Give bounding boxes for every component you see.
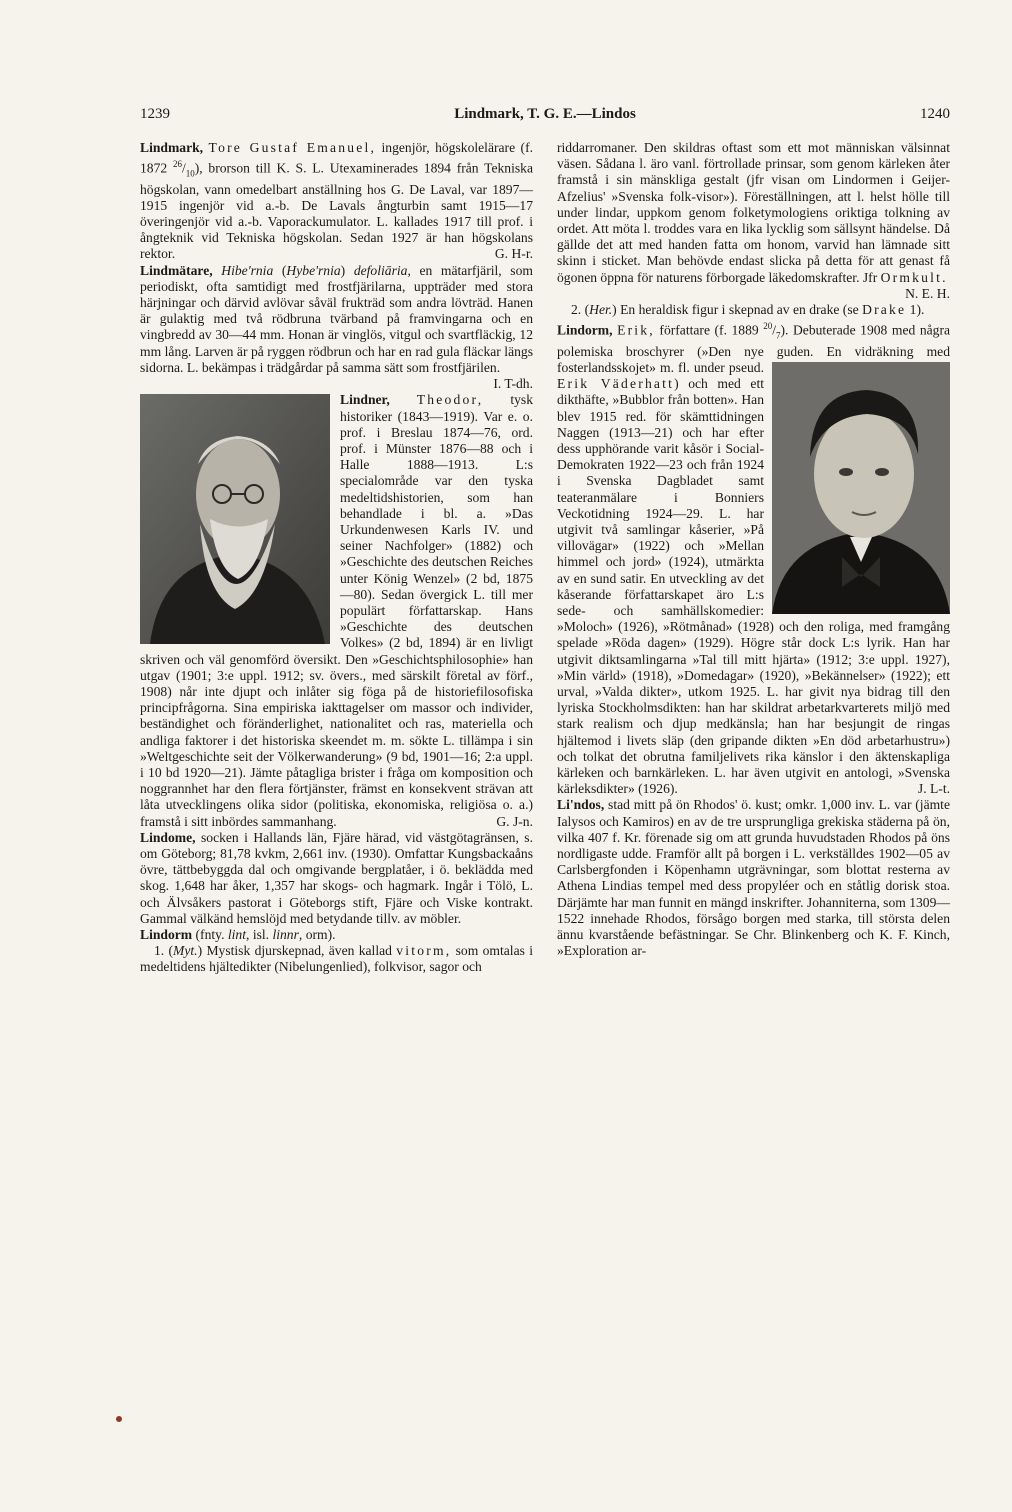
person-name: Theodor,	[416, 392, 484, 408]
cross-reference: Drake	[862, 302, 907, 318]
entry-text: , en mätarfjäril, som periodiskt, ofta samtidigt med frostfjärilarna, uppträder med stora härjningar och därvid avlövar såväl frukträd som andra lövträd. Hanen är gulaktig med två rödbruna tvärband på framvingarna och en vingbredd av 30—44 mm. Honan är vinglös, vitgul och svartfläckig, 12 mm lång. Larven är på ryggen rödbrun och har en rad gula fläckar längs sidorna. L. bekämpas i trädgårdar på samma sätt som frostfjärilen.	[140, 262, 533, 375]
entry-text: ). Debuterade 1908 med några polemiska broschyrer (»Den nye guden. En vidräkning med fosterlandsskojet» m. fl. under pseud.	[557, 322, 951, 375]
etymon: lint	[227, 927, 247, 942]
running-title: Lindmark, T. G. E.—Lindos	[454, 106, 636, 122]
portrait-lindner	[140, 394, 330, 644]
pseudonym: Erik Väderhatt	[557, 376, 675, 392]
latin-name: defoliāria	[353, 262, 408, 278]
entry-text: socken i Hallands län, Fjäre härad, vid västgötagränsen, s. om Göteborg; 81,78 kvkm, 2,661 inv. (1930). Omfattar Kungsbackaåns övre, tättbebyggda dal och omgivande bergplatåer, i ö. beklädda med skog. 1,648 har åker, 1,357 har skogs- och hagmark. Ingår i Tölö, L. och Älvsåkers pastorat i Göteborgs stift, Fjäre och Viske kontrakt. Gammal välkänd hemslöjd med betydande tillv. av möbler.	[140, 829, 533, 926]
date-sub: 7	[776, 330, 781, 341]
spaced-term: vitorm,	[396, 943, 452, 959]
page-number-right: 1240	[920, 106, 950, 122]
right-column	[557, 140, 950, 959]
entry-lindorm-erik	[557, 318, 950, 797]
entry-text: ) Mystisk djurskepnad, även kallad	[197, 943, 397, 959]
entry-text: författare (f. 1889	[654, 322, 764, 338]
portrait-lindner-image	[140, 394, 330, 644]
ink-mark	[116, 1416, 122, 1422]
entry-lindmark	[140, 140, 533, 263]
date-sup: 20	[763, 321, 773, 332]
entry-lindorm-continued	[557, 140, 950, 302]
entry-lindner	[140, 392, 533, 829]
signature: J. L-t.	[917, 781, 950, 797]
headword: Lindmark,	[140, 140, 204, 155]
entry-text: 1).	[906, 302, 925, 318]
entry-text: ) och med ett dikthäfte, »Bubblor från botten». Han blev 1915 red. för skämttidningen Naggen (1913—21) och har efter dess upphörande varit kåsör i Social-Demokraten 1922—23 och från 1924 i Svenska Dagbladet samt teateranmälare i Bonniers Veckotidning 1924—29. L. har utgivit två samlingar kåserier, »På villovägar» (1922) och »Mellan himmel och jord» (1924), utmärkta av en sund satir. En utveckling av det kåserande författarskapet äro L:s sede- och samhällskomedier: »Moloch» (1926), »Rötmånad» (1928) och den roliga, med framgång spelade »Röda dagen» (1929). Högre står dock L:s lyrik. Han har utgivit diktsamlingarna »Tal till mitt hjärta» (1912; 3:e uppl. 1927), »Min värld» (1918), »Domedagar» (1920), »Bekännelser» (1922); ett urval, »Valda dikter», utkom 1925. L. har givit nya bidrag till den lyriska Stockholmsdikten: han har skildrat arbetarkvarterets miljö med stark realism och djup medkänsla; han har besjungit de ringas hjältemod i livets släp (den gripande dikten »En död arbetarhustru») och tolkat det obrutna familjelivets rika känslor i den äktenskapliga kärleken och barnkärleken. L. har även utgivit en antologi, »Svenska kärleksdikter» (1926).	[557, 376, 950, 797]
date-slash: /	[772, 322, 777, 338]
signature: I. T-dh.	[493, 376, 533, 392]
entry-text: tysk historiker (1843—1919). Var e. o. prof. i Breslau 1874—76, ord. prof. i Münster 1876—88 och i Halle 1888—1913. L:s specialområde var den tyska medeltidshistorien, som han behandlade i bl. a. »Das Urkundenwesen Karls IV. und seiner Nachfolger» (1882) och »Geschichte des deutschen Reiches unter König Wenzel» (2 bd, 1875—80). Sedan övergick L. till mer populärt författarskap. Hans »Geschichte des deutschen Volkes» (2 bd, 1894) är en livligt skriven och väl genomförd översikt. Den »Geschichtsphilosophie» han utgav (1901; 3:e uppl. 1912; sv. övers., med särskilt företal av förf., 1908) når inte djupt och inlåter sig föga på de historiefilosofiska principfrågorna. Sina empiriska iakttagelser om massor och individer, beständighet och föränderlighet, nationalitet och ras, materiella och andliga faktorer i det historiska skeendet m. m. sökte L. tillämpa i sin »Weltgeschichte seit der Völkerwanderung» (9 bd, 1901—16; 2:a uppl. i 10 bd 1920—21). Jämte påtagliga brister i fråga om komposition och noggrannhet har den flera förtjänster, främst en konsekvent strävan att låta utvecklingens olika sidor (politiska, ekonomiska, religiösa o. a.) framstå i sitt inbördes sammanhang.	[140, 392, 533, 829]
cross-reference: Ormkult.	[880, 269, 948, 285]
headword: Lindome,	[140, 829, 196, 845]
entry-text: ) En heraldisk figur i skepnad av en drake (se	[612, 302, 863, 318]
date-sub: 10	[185, 168, 195, 179]
signature: G. J-n.	[496, 813, 533, 829]
entry-lindorm	[140, 927, 533, 943]
entry-lindos	[557, 797, 950, 959]
page-header	[140, 106, 950, 128]
date-slash: /	[181, 160, 186, 176]
headword: Li'ndos,	[557, 797, 605, 813]
person-name: Erik,	[617, 322, 655, 338]
entry-text: riddarromaner. Den skildras oftast som ett mot människan välsinnat väsen. Sådana l. äro vanl. förtrollade prinsar, som genom kärleken åter framstå i sin mänskliga gestalt (jfr visan om Lindormen i Geijer-Afzelius' »Svenska folk-visor»). Föreställningen, att l. helst hölle till under lindar, uppkom genom folketymologiens oriktiga tolkning av ordet. Att möta l. troddes vara en lika lycklig som sällsynt händelse. Då gällde det att med handen fatta om honom, varvid han lämnade sitt skinn i sticket. Man behövde endast slicka på detta för att genast få ögonen öppna för naturens förborgade läkedomskrafter. Jfr	[557, 140, 950, 285]
paren: )	[340, 262, 354, 278]
entry-lindorm-sense-2	[557, 302, 950, 318]
signature: G. H-r.	[494, 246, 533, 262]
headword: Lindmätare,	[140, 262, 213, 278]
entry-text: , isl.	[246, 927, 273, 942]
date-sup: 26	[172, 159, 182, 170]
domain-abbr: Myt.	[173, 943, 198, 959]
latin-name: Hibe'rnia	[221, 262, 274, 278]
entry-lindmatare	[140, 263, 533, 393]
entry-text: (fnty.	[192, 927, 228, 942]
headword: Lindorm	[140, 927, 193, 942]
person-name: Tore Gustaf Emanuel,	[208, 140, 377, 155]
entry-text: stad mitt på ön Rhodos' ö. kust; omkr. 1,000 inv. L. var (jämte Ialysos och Kamiros) en av de tre ursprungliga grekiska städerna på ön, vilka 407 f. Kr. förenade sig om att grunda huvudstaden Rhodos på öns nordligaste udde. Framför allt på borgen i L. verkställdes 1902—05 av Carlsbergfonden i Köpenhamn utgrävningar, som blottat resterna av Athena Lindias tempel med dess propyléer och en ståtlig dorisk stoa. Därjämte har man funnit en mängd inskrifter. Johanniterna, som 1309—1522 innehade Rhodos, försågo borgen med starka, till största delen ännu kvarstående befästningar. Se Chr. Blinkenberg och K. F. Kinch, »Exploration ar-	[557, 797, 950, 959]
entry-text: som omtalas i medeltidens hjältedikter (Nibelungenlied), folkvisor, sagor och	[140, 943, 533, 975]
entry-text: ingenjör, högskolelärare (f. 1872	[140, 140, 533, 176]
sense-label: 2. (	[571, 302, 590, 318]
signature: N. E. H.	[905, 285, 950, 301]
latin-name: Hybe'rnia	[286, 262, 341, 278]
sense-label: 1. (	[154, 943, 174, 959]
entry-text: ), brorson till K. S. L. Utexaminerades 1894 från Tekniska högskolan, vann omedelbart anställning hos G. De Laval, var 1897—1915 ingenjör vid a.-b. De Lavals ångturbin samt 1915—17 överingenjör vid a.-b. Vaporackumulator. L. kallades 1917 till prof. i ångteknik vid Tekniska högskolan. Sedan 1927 är han högskolans rektor.	[140, 160, 533, 262]
etymon: linnr	[272, 927, 299, 942]
portrait-lindorm-image	[772, 362, 950, 614]
entry-lindorm-sense-1	[140, 943, 533, 975]
entry-text: , orm).	[298, 927, 336, 942]
headword: Lindorm,	[557, 322, 613, 338]
headword: Lindner,	[340, 392, 390, 408]
entry-lindome	[140, 830, 533, 927]
page-number-left: 1239	[140, 106, 170, 122]
domain-abbr: Her.	[589, 302, 613, 318]
paren: (	[273, 262, 287, 278]
left-column	[140, 140, 533, 976]
portrait-lindorm	[772, 362, 950, 614]
